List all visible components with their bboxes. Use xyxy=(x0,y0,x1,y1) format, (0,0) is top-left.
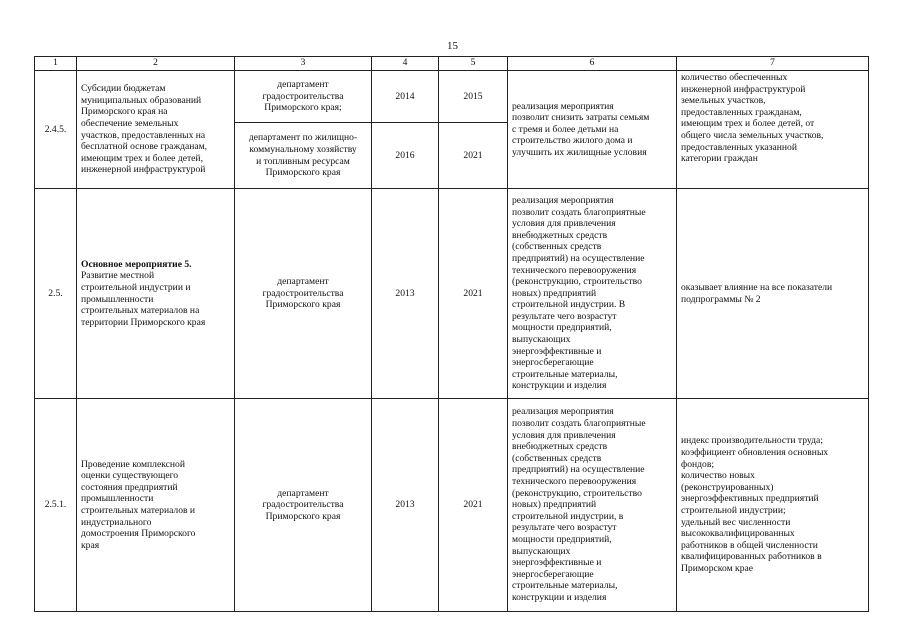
start-year: 2013 xyxy=(372,399,439,612)
column-number-row xyxy=(35,57,869,71)
column-header: 3 xyxy=(235,57,372,71)
executor-cell: департамент по жилищно- коммунальному хозяйству и топливным ресурсам Приморского края xyxy=(235,123,372,189)
column-header: 4 xyxy=(372,57,439,71)
executor-cell: департамент градостроительства Приморского края; xyxy=(235,71,372,123)
column-header: 1 xyxy=(35,57,77,71)
indicator-link: количество обеспеченных инженерной инфраструктурой земельных участков, предоставленных гражданам, имеющим трех и более детей, от общего числа земельных участков, предоставленных указанной категории граждан xyxy=(677,71,869,189)
table-row xyxy=(35,399,869,612)
end-year: 2021 xyxy=(439,189,508,399)
start-year: 2013 xyxy=(372,189,439,399)
start-year: 2014 xyxy=(372,71,439,123)
expected-result: реализация мероприятия позволит создать благоприятные условия для привлечения внебюджетных средств (собственных средств предприятий) на осуществление технического перевооружения (реконструкцию, строительство новых) предприятий строительной индустрии. В результате чего возрастут мощности предприятий, выпускающих энергоэффективные и энергосберегающие строительные материалы, конструкции и изделия xyxy=(508,189,677,399)
indicator-link: индекс производительности труда; коэффициент обновления основных фондов; количество новых (реконструированных) энергоэффективных предприятий строительной индустрии; удельный вес численности высококвалифицированных работников в общей численности квалифицированных работников в Приморском крае xyxy=(677,399,869,612)
start-year: 2016 xyxy=(372,123,439,189)
row-number: 2.5. xyxy=(35,189,77,399)
end-year: 2021 xyxy=(439,399,508,612)
row-number: 2.5.1. xyxy=(35,399,77,612)
indicator-link: оказывает влияние на все показатели подпрограммы № 2 xyxy=(677,189,869,399)
measure-name: Проведение комплексной оценки существующего состояния предприятий промышленности строительных материалов и индустриального домостроения Приморского края xyxy=(77,399,235,612)
column-header: 2 xyxy=(77,57,235,71)
measure-name-cell xyxy=(77,189,235,399)
measures-table xyxy=(34,56,869,612)
expected-result: реализация мероприятия позволит создать благоприятные условия для привлечения внебюджетных средств (собственных средств предприятий) на осуществление технического перевооружения (реконструкцию, строительство новых) предприятий строительной индустрии, в результате чего возрастут мощности предприятий, выпускающих энергоэффективные и энергосберегающие строительные материалы, конструкции и изделия xyxy=(508,399,677,612)
table-row xyxy=(35,71,869,123)
table-row xyxy=(35,189,869,399)
executor-cell: департамент градостроительства Приморского края xyxy=(235,399,372,612)
end-year: 2015 xyxy=(439,71,508,123)
expected-result: реализация мероприятия позволит снизить затраты семьям с тремя и более детьми на строительство жилого дома и улучшить их жилищные условия xyxy=(508,71,677,189)
measure-name: Субсидии бюджетам муниципальных образований Приморского края на обеспечение земельных участков, предоставленных на бесплатной основе гражданам, имеющим трех и более детей, инженерной инфраструктурой xyxy=(77,71,235,189)
column-header: 5 xyxy=(439,57,508,71)
end-year: 2021 xyxy=(439,123,508,189)
measure-heading: Основное мероприятие 5. xyxy=(81,258,192,270)
column-header: 7 xyxy=(677,57,869,71)
column-header: 6 xyxy=(508,57,677,71)
row-number: 2.4.5. xyxy=(35,71,77,189)
executor-cell: департамент градостроительства Приморского края xyxy=(235,189,372,399)
measure-name: Развитие местной строительной индустрии и промышленности строительных материалов на территории Приморского края xyxy=(81,270,206,328)
page-number: 15 xyxy=(447,40,458,52)
